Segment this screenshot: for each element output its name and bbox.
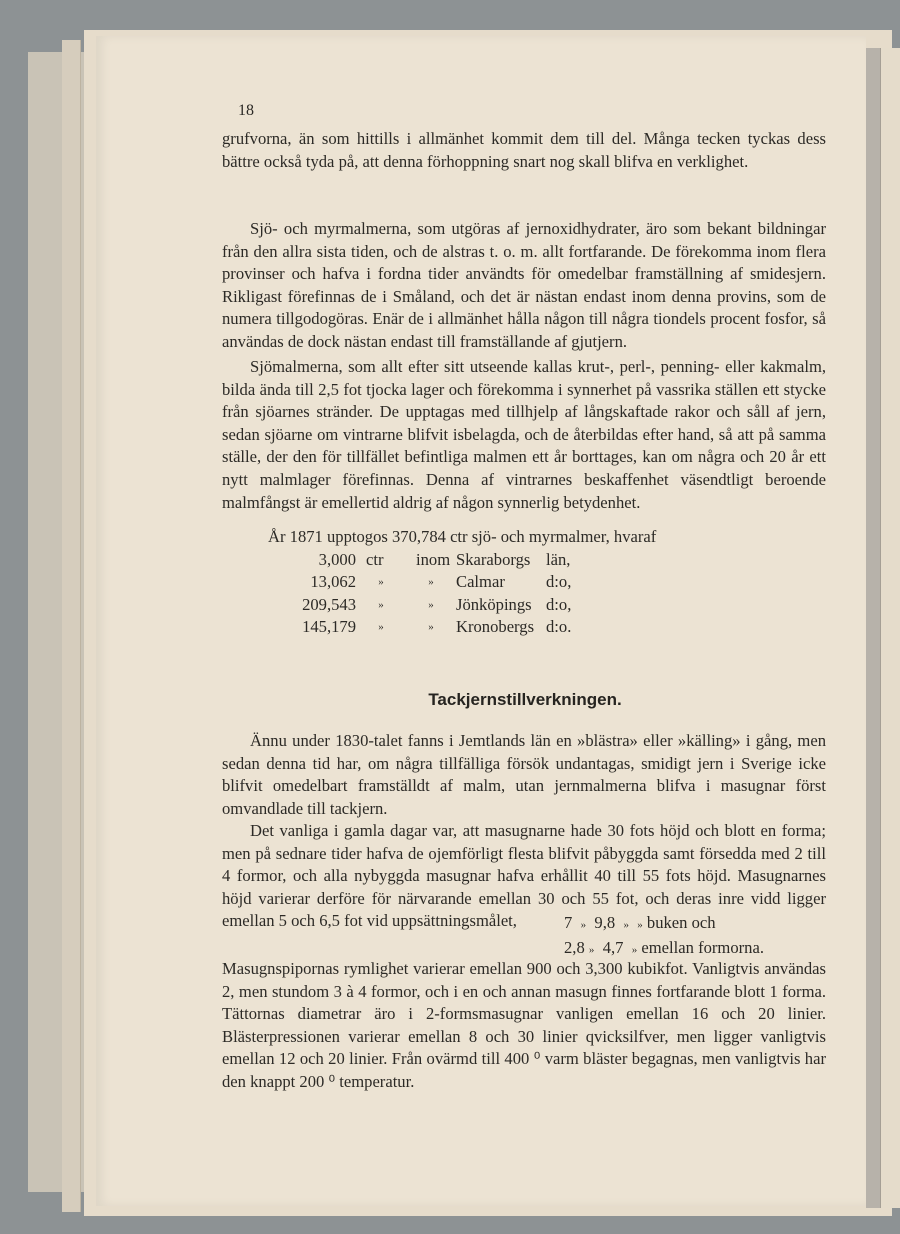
paragraph-3: Sjömalmerna, som allt efter sitt utseende kallas krut-, perl-, penning- eller kakmalm, bilda ända till 2,5 fot tjocka lager och förekomma i synnerhet på vassrika ställen ett stycke från sjöarnes stränder. De upptagas med tillhjelp af långskaftade rakor och såll af jern, sedan sjöarne om vintrarne blifvit isbelagda, och de återbildas efter hand, så att på samma ställe, der den för tillfället befintliga malmen ett år borttages, kan om några och 20 år ett nytt malmlager förefinnas. Denna af vintrarnes beskaffenhet väsendtligt beroende malmfångst är emellertid aldrig af någon synnerlig betydenhet. xyxy=(222,357,826,512)
paragraph-2: Sjö- och myrmalmerna, som utgöras af jernoxidhydrater, äro som bekant bildningar från den allra sista tiden, och de alstras t. o. m. allt fortfarande. De förekomma inom flera provinser och hafva i fordna tider användts för omedelbar framställning af smidesjern. Rikligast förefinnas de i Småland, och det är nästan endast inom denna provins, som de numera tillgodogöras. Enär de i allmänhet hålla någon till några tiondels procent fosfor, så användas de dock nästan endast till framställande af gjutjern. xyxy=(222,219,826,351)
paragraph-5: Det vanliga i gamla dagar var, att masugnarne hade 30 fots höjd och blott en forma; men på sednare tider hafva de ojemförligt flesta blifvit påbyggda samt försedda med 2 till 4 formor, och alla nybyggda masugnar hafva erhållit 40 till 55 fots höjd. Masugnarnes höjd varierar derföre för närvarande emellan 30 och 55 fot, och deras inre vidd ligger emellan 5 och 6,5 fot vid uppsättningsmålet, xyxy=(222,821,826,931)
facing-page-edge xyxy=(866,48,900,1208)
statistics-table xyxy=(278,549,571,639)
page-number: 18 xyxy=(238,102,254,119)
paragraph-1: grufvorna, än som hittills i allmänhet kommit dem till del. Många tecken tyckas dess bättre också tyda på, att denna förhoppning snart nog skall blifva en verklighet. xyxy=(222,129,826,171)
ore-statistics xyxy=(222,526,826,639)
table-row: 3,000 ctr inom Skaraborgs län, xyxy=(318,549,571,569)
dimension-row-2: 2,8 » 4,7 » emellan formorna. xyxy=(564,937,764,957)
statistics-lead: År 1871 upptogos 370,784 ctr sjö- och myrmalmer, hvaraf xyxy=(268,527,657,546)
table-row: 13,062 » » Calmar d:o, xyxy=(310,572,572,592)
section-heading: Tackjernstillverkningen. xyxy=(428,690,622,709)
table-row: 209,543 » » Jönköpings d:o, xyxy=(302,594,572,614)
dimension-lines xyxy=(222,912,826,961)
table-row: 145,179 » » Kronobergs d:o. xyxy=(302,617,572,637)
dimension-row-1: 7 » 9,8 » » buken och xyxy=(564,913,716,932)
page-stack-edge xyxy=(62,40,81,1212)
paragraph-6: Masugnspipornas rymlighet varierar emellan 900 och 3,300 kubikfot. Vanligtvis användas 2, men stundom 3 à 4 formor, och i en och annan masugn finnes fortfarande blott 1 forma. Tättornas diametrar äro i 2-formsmasugnar vanligen emellan 16 och 20 linier. Blästerpressionen varierar emellan 8 och 30 linier qvicksilfver, men ligger vanligtvis emellan 12 och 20 linier. Från ovärmd till 400 ⁰ varm bläster begagnas, men vanligtvis har den knappt 200 ⁰ temperatur. xyxy=(222,959,826,1091)
paragraph-4: Ännu under 1830-talet fanns i Jemtlands län en »blästra» eller »källing» i gång, men sedan denna tid har, om några tillfälliga försök undantagas, smidigt jern i Sverige icke blifvit omedelbart framställdt af malm, utan jernmalmerna blifva i masugnar först omvandlade till tackjern. xyxy=(222,731,826,818)
